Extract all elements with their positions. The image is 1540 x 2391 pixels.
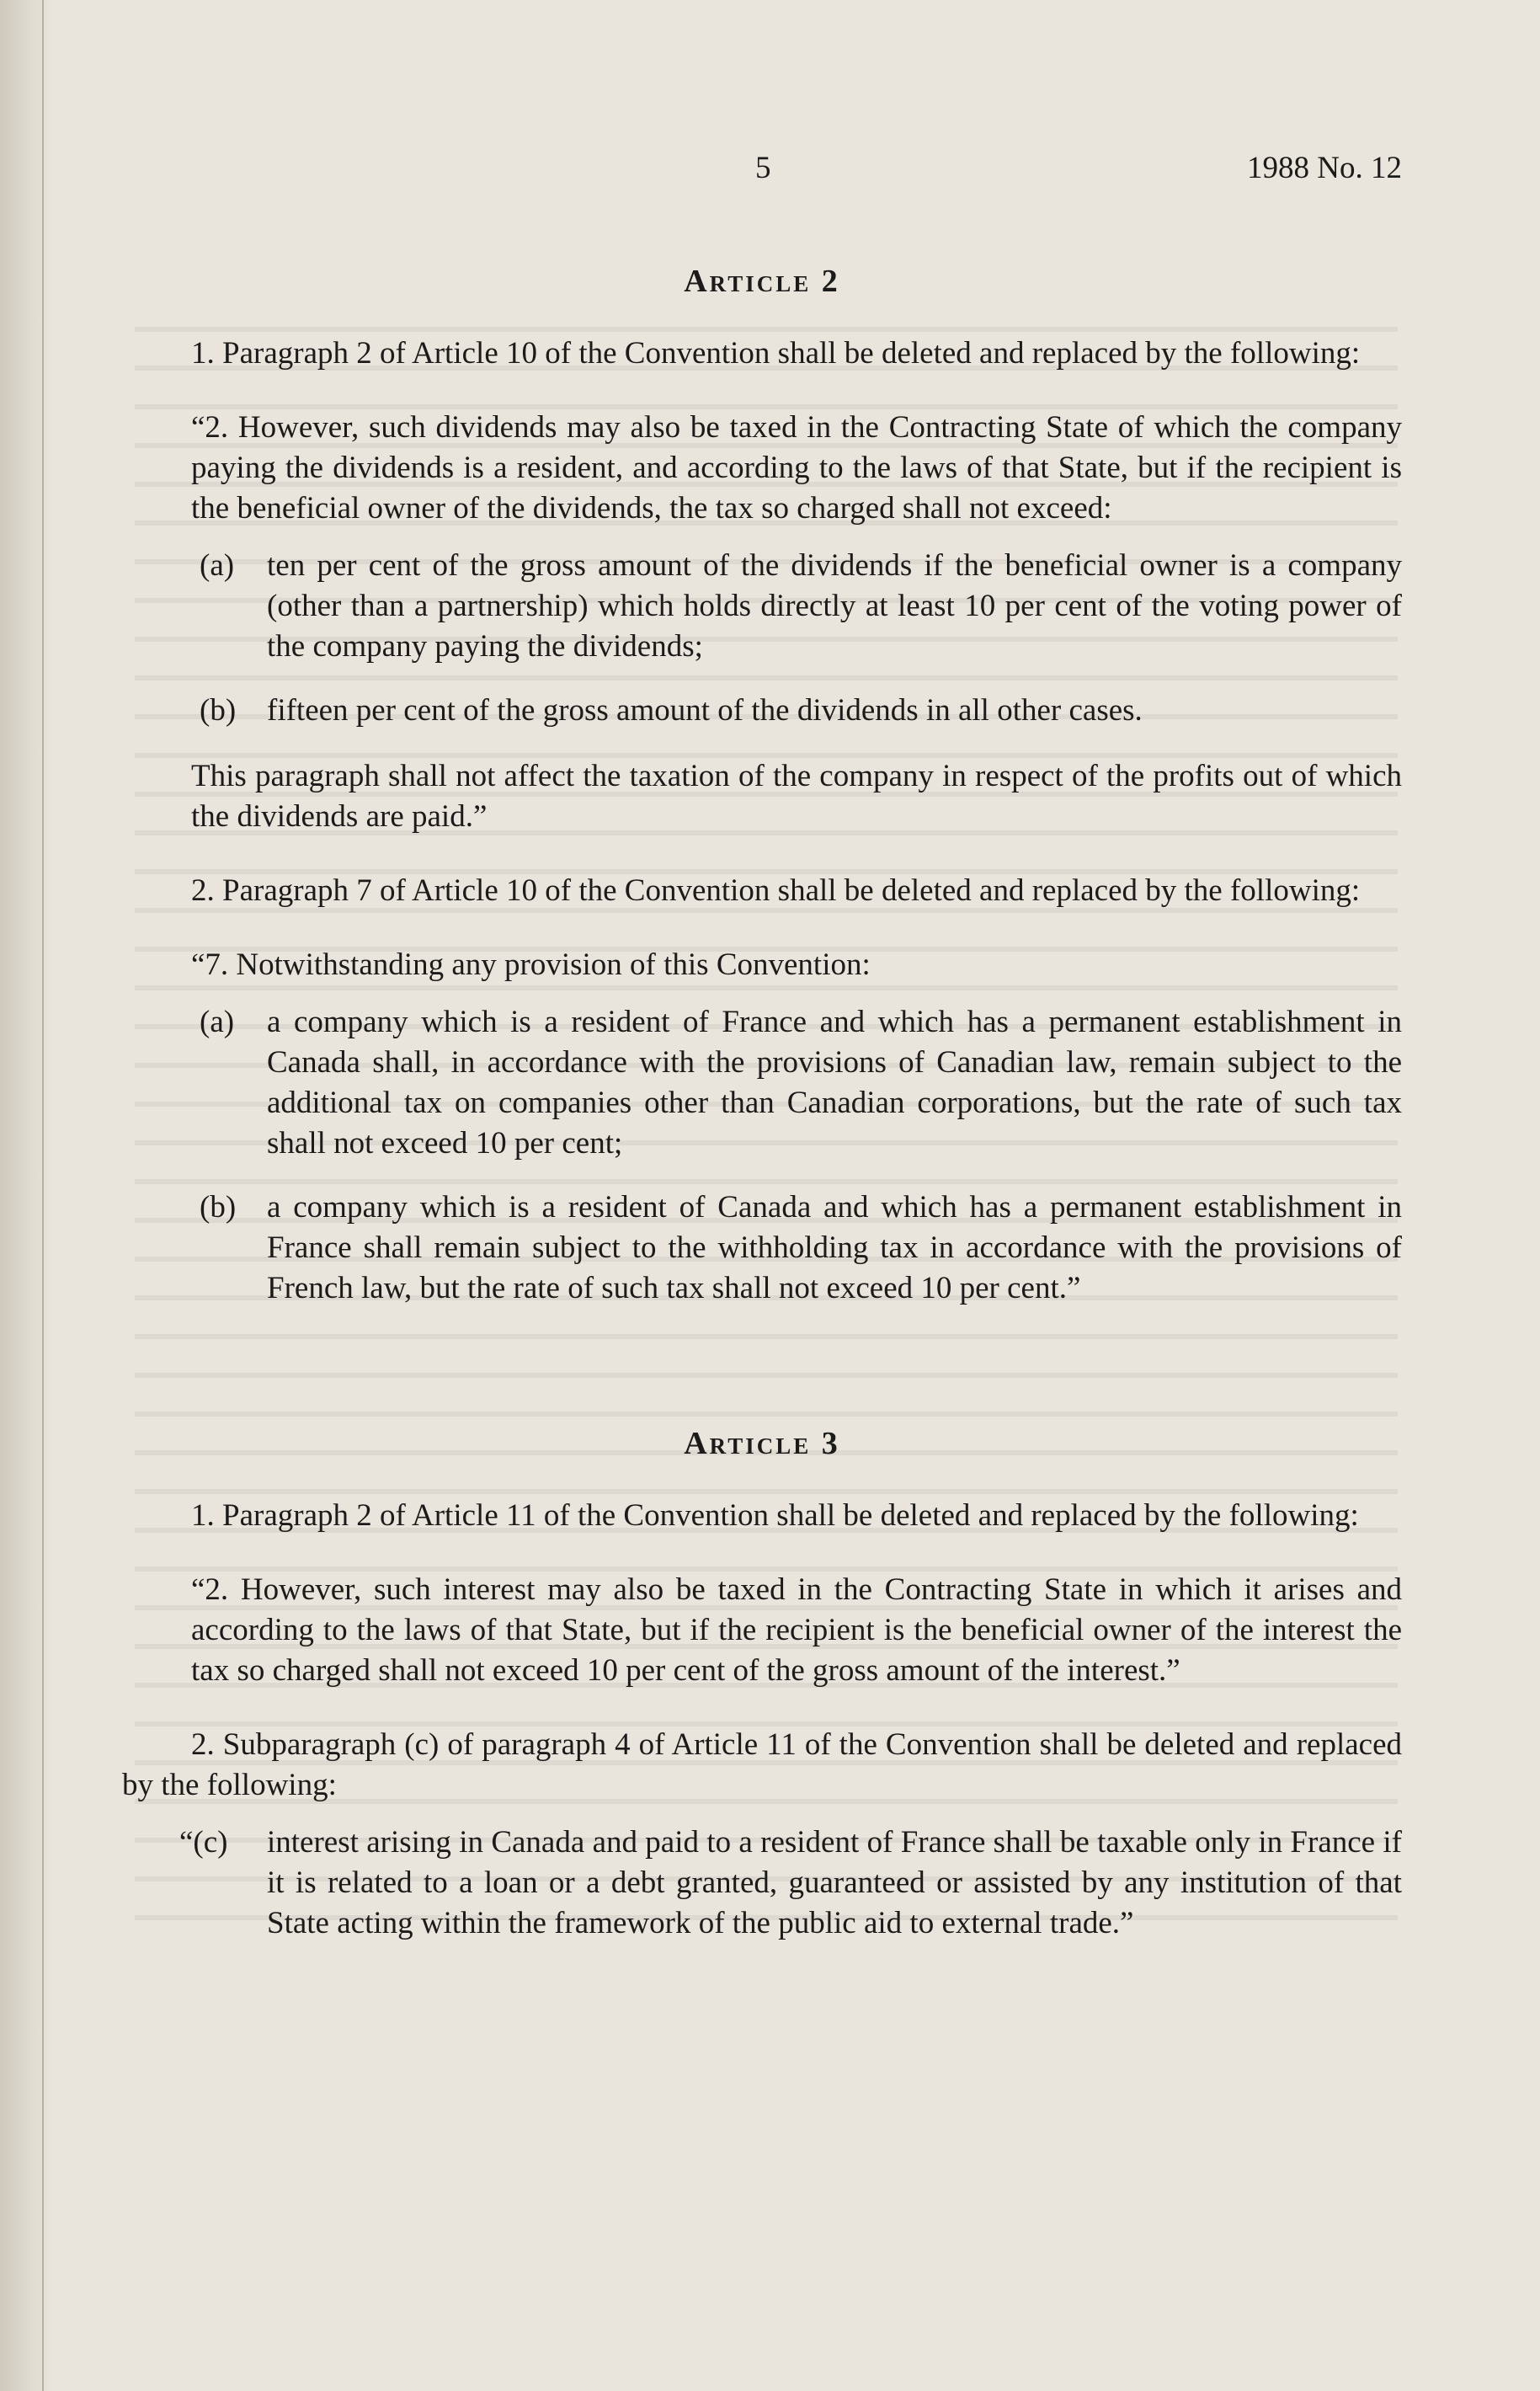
list-item-text: a company which is a resident of France and which has a permanent establishment in Canada shall, in accordance with the provisions of Canadian law, remain subject to the additional tax on companies other than Canadian corporations, but the rate of such tax shall not exceed 10 per cent; bbox=[267, 1005, 1402, 1161]
list-item-marker: “(c) bbox=[179, 1825, 228, 1860]
list-item bbox=[122, 546, 1402, 667]
list-item bbox=[122, 1002, 1402, 1164]
article-2-quoted-paragraph-7: “7. Notwithstanding any provision of this Convention: bbox=[191, 947, 871, 982]
issue-reference: 1988 No. 12 bbox=[1247, 151, 1402, 185]
spine-line bbox=[42, 0, 44, 2391]
article-2-quote-closing: This paragraph shall not affect the taxation of the company in respect of the profits out of which the dividends are paid.” bbox=[191, 759, 1402, 834]
article-3-paragraph-2: 2. Subparagraph (c) of paragraph 4 of Article 11 of the Convention shall be deleted and replaced by the following: bbox=[122, 1727, 1402, 1802]
article-3-quoted-paragraph-2: “2. However, such interest may also be taxed in the Contracting State in which it arises and according to the laws of that State, but if the recipient is the beneficial owner of the interest the tax so charged shall not exceed 10 per cent of the gross amount of the interest.” bbox=[191, 1572, 1402, 1688]
list-item bbox=[122, 1187, 1402, 1309]
article-2-paragraph-1: 1. Paragraph 2 of Article 10 of the Convention shall be deleted and replaced by the following: bbox=[191, 336, 1361, 371]
article-2-quoted-paragraph-2: “2. However, such dividends may also be taxed in the Contracting State of which the company paying the dividends is a resident, and according to the laws of that State, but if the recipient is the beneficial owner of the dividends, the tax so charged shall not exceed: bbox=[191, 410, 1402, 526]
article-2-paragraph-2: 2. Paragraph 7 of Article 10 of the Convention shall be deleted and replaced by the following: bbox=[191, 873, 1361, 908]
list-item-text: ten per cent of the gross amount of the dividends if the beneficial owner is a company (other than a partnership) which holds directly at least 10 per cent of the voting power of the company paying the dividends; bbox=[267, 548, 1402, 664]
list-item-text: interest arising in Canada and paid to a resident of France shall be taxable only in France if it is related to a loan or a debt granted, guaranteed or assisted by any institution of that State acting within the framework of the public aid to external trade.” bbox=[267, 1825, 1402, 1940]
document-page bbox=[122, 143, 1402, 1944]
list-item-marker: (b) bbox=[200, 1190, 237, 1225]
article-3-paragraph-1: 1. Paragraph 2 of Article 11 of the Convention shall be deleted and replaced by the following: bbox=[191, 1498, 1359, 1533]
article-2-heading: Article 2 bbox=[684, 264, 840, 299]
page-header bbox=[122, 143, 1402, 190]
page-number: 5 bbox=[755, 151, 771, 185]
page-gutter bbox=[0, 0, 52, 2391]
list-item-marker: (b) bbox=[200, 693, 237, 728]
list-item-text: a company which is a resident of Canada and which has a permanent establishment in France shall remain subject to the withholding tax in accordance with the provisions of French law, but the rate of such tax shall not exceed 10 per cent.” bbox=[267, 1190, 1402, 1305]
list-item-marker: (a) bbox=[200, 1005, 235, 1039]
article-3-heading: Article 3 bbox=[684, 1426, 840, 1461]
list-item bbox=[122, 691, 1402, 731]
list-item bbox=[122, 1823, 1402, 1944]
list-item-text: fifteen per cent of the gross amount of the dividends in all other cases. bbox=[267, 693, 1143, 728]
list-item-marker: (a) bbox=[200, 548, 235, 583]
